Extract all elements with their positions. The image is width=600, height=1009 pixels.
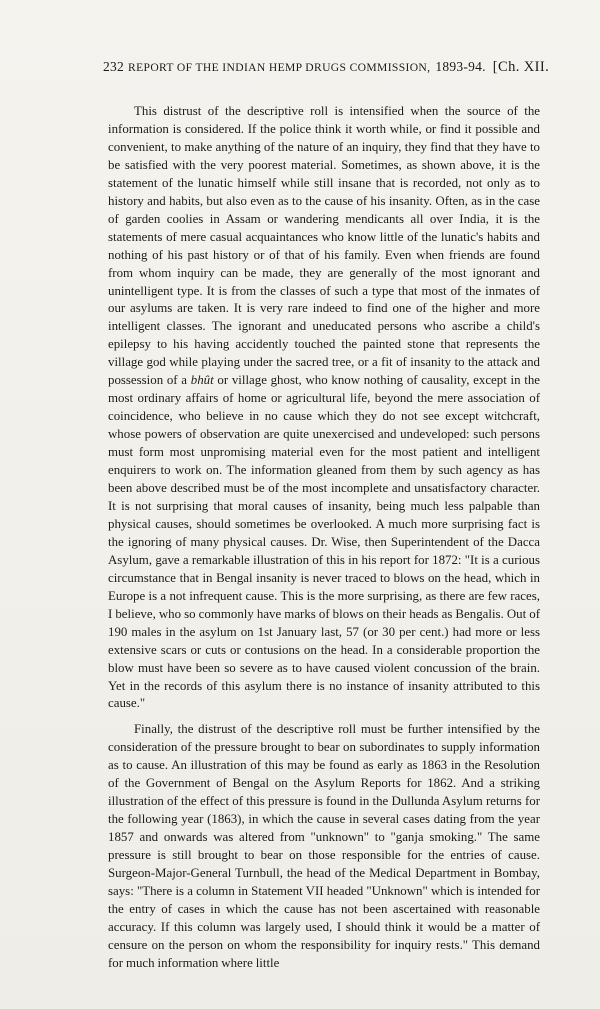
paragraph-1-text-b: or village ghost, who know nothing of causality, except in the most ordinary affairs of home or agricultural life, beyond the mere association of coincidence, who believe in no cause which they do not see except witchcraft, whose powers of observation are quite unexercised and undeveloped: such persons must form most unpromising material even for the most patient and intelligent enquirers to work on. The information gleaned from them by such agency as has been above described must be of the most incomplete and unsatisfactory character. It is not surprising that moral causes of insanity, being much less palpable than physical causes, should sometimes be overlooked. A much more surprising fact is the ignoring of many physical causes. Dr. Wise, then Superintendent of the Dacca Asylum, gave a remarkable illustration of this in his report for 1872: "It is a curious circumstance that in Bengal insanity is never traced to blows on the head, which in Europe is a not infrequent cause. This is the more surprising, as there are few races, I believe, who so commonly have marks of blows on their heads as Bengalis. Out of 190 males in the asylum on 1st January last, 57 (or 30 per cent.) had more or less extensive scars or cuts or contusions on the head. In a considerable proportion the blow must have been so severe as to have caused violent concussion of the brain. Yet in the records of this asylum there is no instance of insanity attributed to this cause.": [108, 373, 540, 711]
paragraph-1-text-a: This distrust of the descriptive roll is intensified when the source of the information is considered. If the police think it worth while, or find it possible and convenient, to make anything of the nature of an inquiry, they find that they have to be satisfied with the very poorest material. Sometimes, as shown above, it is the statement of the lunatic himself while still insane that is recorded, not only as to history and habits, but also even as to the cause of his insanity. Often, as in the case of garden coolies in Assam or wandering mendicants all over India, it is the statements of mere casual acquaintances who know little of the lunatic's habits and nothing of his past history or of that of his family. Even when friends are found from whom inquiry can be made, they are generally of the most ignorant and unintelligent type. It is from the classes of such a type that most of the inmates of our asylums are taken. It is very rare indeed to find one of the higher and more intelligent classes. The ignorant and uneducated persons who ascribe a child's epilepsy to his having accidently touched the painted stone that represents the village god while playing under the sacred tree, or a fit of insanity to the attack and possession of a: [108, 104, 540, 388]
body-text: [108, 103, 540, 973]
paragraph-2-text: Finally, the distrust of the descriptive roll must be further intensified by the consideration of the pressure brought to bear on subordinates to supply information as to cause. An illustration of this may be found as early as 1863 in the Resolution of the Government of Bengal on the Asylum Reports for 1862. And a striking illustration of the effect of this pressure is found in the Dullunda Asylum returns for the following year (1863), in which the cause in several cases dating from the year 1857 and onwards was altered from "unknown" to "ganja smoking." The same pressure is still brought to bear on those responsible for the entries of cause. Surgeon-Major-General Turnbull, the head of the Medical Department in Bombay, says: "There is a column in Statement VII headed "Unknown" which is intended for the entry of cases in which the cause has not been ascertained with reasonable accuracy. If this column was largely used, I should think it would be a matter of censure on the person on whom the responsibility for inquiry rests." This demand for much information where little: [108, 722, 540, 970]
paragraph-1: [108, 103, 540, 713]
paragraph-2: [108, 721, 540, 972]
paragraph-1-italic-term: bhût: [190, 373, 214, 388]
running-header: [103, 59, 555, 76]
report-years: 1893-94.: [435, 59, 486, 74]
page-number: 232: [103, 59, 124, 74]
report-title: REPORT OF THE INDIAN HEMP DRUGS COMMISSION,: [128, 61, 431, 74]
chapter-label: [Ch. XII.: [492, 59, 550, 75]
